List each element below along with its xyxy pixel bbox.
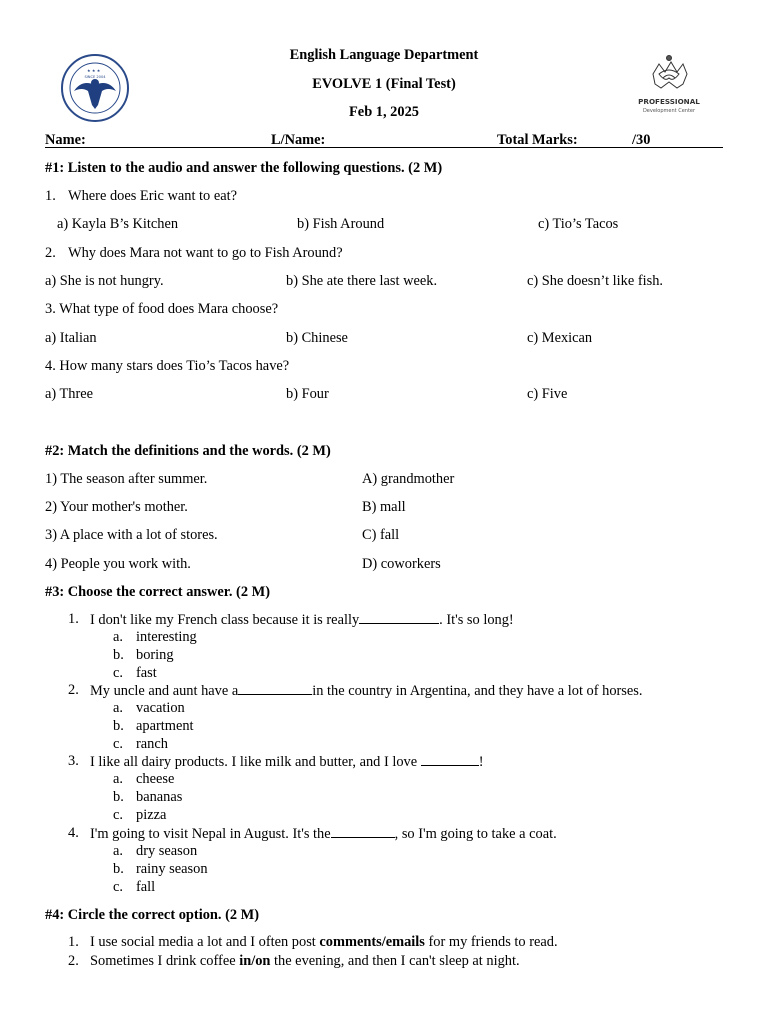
s1-q3-text: What type of food does Mara choose? bbox=[59, 301, 279, 317]
svg-text:Development Center: Development Center bbox=[642, 108, 696, 114]
s3-q1-letter-c: c. bbox=[113, 665, 123, 681]
s3-q4-before: I'm going to visit Nepal in August. It's the bbox=[90, 826, 331, 842]
logo-stars: ★ ★ ★ bbox=[87, 68, 101, 73]
s4-item1-before: I use social media a lot and I often post bbox=[90, 934, 320, 950]
s3-q4-blank bbox=[331, 825, 395, 838]
s1-q2-option-c: c) She doesn’t like fish. bbox=[527, 273, 664, 289]
s3-q1-letter-a: a. bbox=[113, 629, 123, 645]
s3-q3-before: I like all dairy products. I like milk and butter, and I love bbox=[90, 754, 421, 770]
s3-q2-option-c: ranch bbox=[136, 736, 168, 752]
s3-q1-blank bbox=[359, 611, 439, 624]
total-marks-value: /30 bbox=[632, 132, 651, 148]
s1-q4-number: 4. bbox=[45, 358, 56, 374]
s4-item2-text bbox=[90, 953, 520, 970]
s3-q3-option-b: bananas bbox=[136, 789, 183, 805]
s3-q1-text bbox=[90, 611, 514, 629]
s1-q3-option-a: a) Italian bbox=[45, 330, 97, 346]
s3-q3-option-c: pizza bbox=[136, 807, 167, 823]
s2-word-b: B) mall bbox=[362, 499, 406, 515]
s1-q2-number: 2. bbox=[45, 245, 56, 261]
s3-q4-option-b: rainy season bbox=[136, 861, 208, 877]
s3-q1-before: I don't like my French class because it is really bbox=[90, 612, 360, 628]
s3-q2-text bbox=[90, 682, 643, 700]
test-date: Feb 1, 2025 bbox=[349, 104, 419, 120]
s4-item1-text bbox=[90, 934, 558, 951]
s1-q4-option-c: c) Five bbox=[527, 386, 568, 402]
s2-definition-3: 3) A place with a lot of stores. bbox=[45, 527, 218, 543]
s3-q1-option-a: interesting bbox=[136, 629, 197, 645]
s3-q1-letter-b: b. bbox=[113, 647, 124, 663]
s3-q4-letter-c: c. bbox=[113, 879, 123, 895]
s3-q3-after: ! bbox=[478, 754, 484, 770]
s2-word-a: A) grandmother bbox=[362, 471, 455, 487]
info-row-underline bbox=[45, 147, 723, 148]
s1-q3-number: 3. bbox=[45, 301, 56, 317]
s1-q4-text: How many stars does Tio’s Tacos have? bbox=[59, 358, 290, 374]
s4-item1-number: 1. bbox=[68, 934, 79, 950]
s3-q2-before: My uncle and aunt have a bbox=[90, 683, 239, 699]
svg-text:PROFESSIONAL: PROFESSIONAL bbox=[638, 97, 700, 106]
s4-item1-after: for my friends to read. bbox=[424, 934, 558, 950]
s3-q2-blank bbox=[238, 682, 312, 695]
s3-q3-text bbox=[90, 753, 484, 771]
s3-q4-after: , so I'm going to take a coat. bbox=[394, 826, 557, 842]
department-title: English Language Department bbox=[289, 47, 479, 63]
s3-q1-option-c: fast bbox=[136, 665, 157, 681]
s3-q1-number: 1. bbox=[68, 611, 79, 627]
s3-q3-option-a: cheese bbox=[136, 771, 175, 787]
s3-q4-option-c: fall bbox=[136, 879, 156, 895]
s1-q1-text: Where does Eric want to eat? bbox=[68, 188, 238, 204]
s3-q2-number: 2. bbox=[68, 682, 79, 698]
s3-q1-option-b: boring bbox=[136, 647, 174, 663]
name-label: Name: bbox=[45, 132, 86, 148]
s3-q3-letter-c: c. bbox=[113, 807, 123, 823]
last-name-label: L/Name: bbox=[271, 132, 326, 148]
section4-title: #4: Circle the correct option. (2 M) bbox=[45, 907, 260, 923]
s1-q3-option-b: b) Chinese bbox=[286, 330, 348, 346]
s3-q3-number: 3. bbox=[68, 753, 79, 769]
s3-q2-letter-b: b. bbox=[113, 718, 124, 734]
s3-q1-after: . It's so long! bbox=[439, 612, 514, 628]
s3-q4-option-a: dry season bbox=[136, 843, 198, 859]
s1-q2-option-a: a) She is not hungry. bbox=[45, 273, 164, 289]
s2-word-c: C) fall bbox=[362, 527, 400, 543]
s1-q3 bbox=[45, 301, 278, 318]
s3-q3-letter-b: b. bbox=[113, 789, 124, 805]
s4-item1-choice: comments/emails bbox=[319, 934, 425, 950]
s3-q2-option-a: vacation bbox=[136, 700, 185, 716]
s1-q1-number: 1. bbox=[45, 188, 56, 204]
s3-q4-number: 4. bbox=[68, 825, 79, 841]
s1-q3-option-c: c) Mexican bbox=[527, 330, 593, 346]
s2-definition-2: 2) Your mother's mother. bbox=[45, 499, 188, 515]
s1-q1-option-b: b) Fish Around bbox=[297, 216, 385, 232]
s4-item2-after: the evening, and then I can't sleep at night. bbox=[270, 953, 520, 969]
s1-q4-option-b: b) Four bbox=[286, 386, 329, 402]
s3-q3-letter-a: a. bbox=[113, 771, 123, 787]
section1-title: #1: Listen to the audio and answer the following questions. (2 M) bbox=[45, 160, 443, 176]
s1-q2-option-b: b) She ate there last week. bbox=[286, 273, 438, 289]
s1-q1-option-c: c) Tio’s Tacos bbox=[538, 216, 619, 232]
s1-q2-text: Why does Mara not want to go to Fish Around? bbox=[68, 245, 343, 261]
s1-q4 bbox=[45, 358, 289, 375]
total-marks-label: Total Marks: bbox=[497, 132, 578, 148]
s3-q2-letter-c: c. bbox=[113, 736, 123, 752]
section3-title: #3: Choose the correct answer. (2 M) bbox=[45, 584, 270, 600]
s2-definition-1: 1) The season after summer. bbox=[45, 471, 208, 487]
s1-q1-option-a: a) Kayla B’s Kitchen bbox=[57, 216, 179, 232]
svg-text:SINCE 2004: SINCE 2004 bbox=[84, 75, 106, 79]
test-title: EVOLVE 1 (Final Test) bbox=[312, 76, 456, 92]
s3-q4-text bbox=[90, 825, 557, 843]
s4-item2-choice: in/on bbox=[239, 953, 271, 969]
s3-q2-letter-a: a. bbox=[113, 700, 123, 716]
s2-definition-4: 4) People you work with. bbox=[45, 556, 191, 572]
s3-q4-letter-b: b. bbox=[113, 861, 124, 877]
s3-q2-option-b: apartment bbox=[136, 718, 194, 734]
section2-title: #2: Match the definitions and the words. (2 M) bbox=[45, 443, 331, 459]
s3-q4-letter-a: a. bbox=[113, 843, 123, 859]
s4-item2-number: 2. bbox=[68, 953, 79, 969]
s1-q4-option-a: a) Three bbox=[45, 386, 94, 402]
s2-word-d: D) coworkers bbox=[362, 556, 441, 572]
s3-q3-blank bbox=[421, 753, 479, 766]
s3-q2-after: in the country in Argentina, and they have a lot of horses. bbox=[312, 683, 643, 699]
s4-item2-before: Sometimes I drink coffee bbox=[90, 953, 240, 969]
